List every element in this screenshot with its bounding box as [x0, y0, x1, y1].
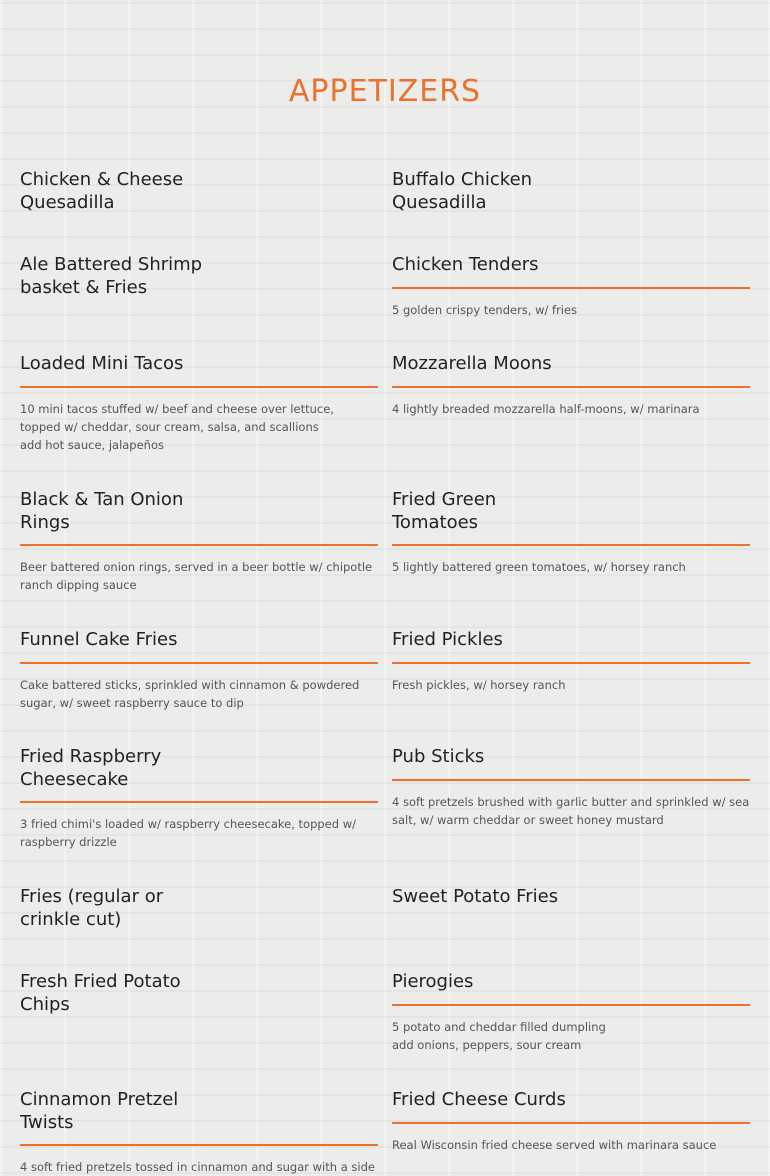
menu-item-loaded-mini-tacos	[20, 353, 378, 454]
menu-item-pub-sticks	[392, 746, 750, 829]
item-divider	[20, 386, 378, 388]
item-divider	[392, 386, 750, 388]
menu-item-buffalo-chicken-quesadilla	[392, 169, 750, 214]
item-name: Buffalo Chicken Quesadilla	[392, 169, 533, 213]
menu-item-pierogies	[392, 971, 750, 1054]
item-description: 3 fried chimi's loaded w/ raspberry cheesecake, topped w/ raspberry drizzle	[20, 817, 356, 849]
item-name: Chicken Tenders	[392, 254, 539, 275]
item-name: Fried Cheese Curds	[392, 1089, 566, 1110]
menu-item-fried-raspberry-cheesecake	[20, 746, 378, 851]
item-description: Fresh pickles, w/ horsey ranch	[392, 677, 566, 692]
menu-item-ale-battered-shrimp	[20, 254, 378, 299]
item-description: 4 soft pretzels brushed with garlic butter and sprinkled w/ sea salt, w/ warm cheddar or sweet honey mustard	[392, 794, 750, 827]
item-description: Cake battered sticks, sprinkled with cinnamon & powdered sugar, w/ sweet raspberry sauce to dip	[20, 677, 360, 710]
item-description: Beer battered onion rings, served in a beer bottle w/ chipotle ranch dipping sauce	[20, 560, 373, 592]
item-description: Real Wisconsin fried cheese served with marinara sauce	[392, 1137, 717, 1152]
menu-item-fresh-fried-potato-chips	[20, 971, 378, 1016]
item-description: 5 golden crispy tenders, w/ fries	[392, 302, 578, 317]
item-divider	[392, 287, 750, 289]
item-name: Fries (regular or crinkle cut)	[20, 886, 164, 930]
menu-item-funnel-cake-fries	[20, 629, 378, 712]
menu-item-cinnamon-pretzel-twists	[20, 1089, 378, 1176]
item-divider	[20, 662, 378, 664]
item-description: 4 soft fried pretzels tossed in cinnamon and sugar with a side	[20, 1160, 375, 1174]
item-name: Fried Pickles	[392, 629, 503, 650]
item-description: 5 lightly battered green tomatoes, w/ horsey ranch	[392, 560, 686, 574]
page-title: APPETIZERS	[288, 74, 482, 109]
item-divider	[392, 662, 750, 664]
menu-item-mozzarella-moons	[392, 353, 750, 418]
item-name: Fresh Fried Potato Chips	[20, 971, 181, 1015]
item-name: Sweet Potato Fries	[392, 886, 559, 907]
item-name: Fried Green Tomatoes	[392, 489, 497, 533]
item-divider	[392, 779, 750, 781]
item-name: Fried Raspberry Cheesecake	[20, 746, 162, 790]
menu-item-fried-cheese-curds	[392, 1089, 750, 1154]
menu-item-fried-green-tomatoes	[392, 489, 750, 576]
item-divider	[392, 1122, 750, 1124]
item-name: Ale Battered Shrimp basket & Fries	[20, 254, 203, 298]
menu-item-chicken-cheese-quesadilla	[20, 169, 378, 214]
item-name: Black & Tan Onion Rings	[20, 489, 184, 533]
item-name: Mozzarella Moons	[392, 353, 552, 374]
item-name: Loaded Mini Tacos	[20, 353, 184, 374]
menu-item-chicken-tenders	[392, 254, 750, 319]
item-description: 10 mini tacos stuffed w/ beef and cheese over lettuce, topped w/ cheddar, sour cream, salsa, and scallions add hot sauce, jalapeños	[20, 401, 334, 452]
item-description: 5 potato and cheddar filled dumpling add onions, peppers, sour cream	[392, 1019, 606, 1052]
item-name: Pub Sticks	[392, 746, 485, 767]
item-name: Chicken & Cheese Quesadilla	[20, 169, 184, 213]
menu-item-sweet-potato-fries	[392, 886, 750, 909]
item-divider	[392, 1004, 750, 1006]
item-divider	[392, 544, 750, 546]
menu-item-fries	[20, 886, 378, 931]
menu-item-fried-pickles	[392, 629, 750, 694]
item-name: Cinnamon Pretzel Twists	[20, 1089, 179, 1133]
item-divider	[20, 801, 378, 803]
item-name: Funnel Cake Fries	[20, 629, 178, 650]
menu-item-black-tan-onion-rings	[20, 489, 378, 594]
item-divider	[20, 1144, 378, 1146]
item-name: Pierogies	[392, 971, 474, 992]
item-description: 4 lightly breaded mozzarella half-moons, w/ marinara	[392, 401, 700, 416]
item-divider	[20, 544, 378, 546]
